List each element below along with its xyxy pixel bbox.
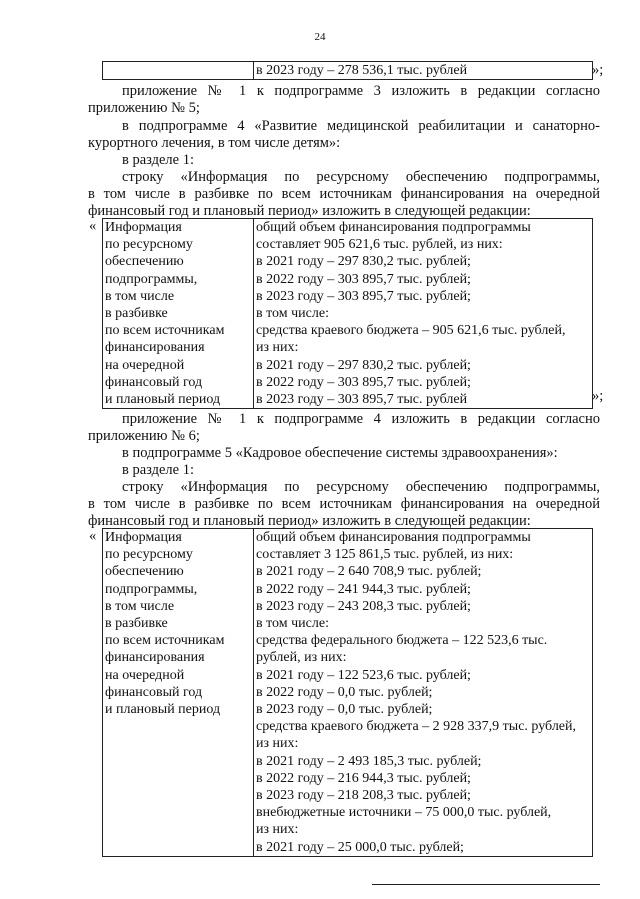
top-close-quote: »;	[592, 62, 604, 78]
table1-right-line: из них:	[256, 340, 299, 356]
table1-left-line: по ресурсному	[105, 237, 193, 253]
table2-right-line: в 2021 году – 25 000,0 тыс. рублей;	[256, 839, 464, 855]
para2-line2: курортного лечения, в том числе детям»:	[88, 135, 341, 151]
table1-right-line: в 2022 году – 303 895,7 тыс. рублей;	[256, 374, 471, 390]
table1-left-cell	[103, 219, 254, 409]
table1-right-line: в 2022 году – 303 895,7 тыс. рублей;	[256, 271, 471, 287]
table1-right-line: средства краевого бюджета – 905 621,6 тыс. рублей,	[256, 323, 566, 339]
table2-right-line: в 2022 году – 241 944,3 тыс. рублей;	[256, 581, 471, 597]
table1-right-line: в 2023 году – 303 895,7 тыс. рублей;	[256, 288, 471, 304]
table2-right-line: из них:	[256, 822, 299, 838]
table2-left-line: подпрограммы,	[105, 581, 198, 597]
para2-line1: в подпрограмме 4 «Развитие медицинской реабилитации и санаторно-	[122, 118, 600, 134]
table1-right-cell	[254, 219, 593, 409]
table1-right-line: в 2023 году – 303 895,7 тыс. рублей	[256, 392, 468, 408]
table2-right-line: в 2023 году – 0,0 тыс. рублей;	[256, 702, 433, 718]
table2	[102, 528, 593, 857]
table2-right-cell	[254, 529, 593, 857]
para6: в подпрограмме 5 «Кадровое обеспечение системы здравоохранения»:	[122, 445, 558, 461]
table1-right-line: в 2021 году – 297 830,2 тыс. рублей;	[256, 357, 471, 373]
table2-right-line: в том числе:	[256, 616, 329, 632]
top-row-text: в 2023 году – 278 536,1 тыс. рублей	[256, 63, 468, 78]
table1-left-line: финансирования	[105, 340, 205, 356]
table2-left-line: в разбивке	[105, 616, 168, 632]
table2-right-line: общий объем финансирования подпрограммы	[256, 530, 531, 545]
table2-right-line: в 2023 году – 243 208,3 тыс. рублей;	[256, 598, 471, 614]
para4-line3: финансовый год и плановый период» изложить в следующей редакции:	[88, 203, 531, 219]
para5-line2: приложению № 6;	[88, 428, 200, 444]
para4-line2: в том числе в разбивке по всем источникам финансирования на очередной	[88, 186, 600, 202]
table1-close-quote: »;	[592, 388, 604, 404]
table1	[102, 218, 593, 409]
para8-line1: строку «Информация по ресурсному обеспечению подпрограммы,	[122, 479, 600, 495]
table1-left-line: обеспечению	[105, 254, 184, 270]
table2-left-line: по ресурсному	[105, 547, 193, 563]
table2-right-line: средства краевого бюджета – 2 928 337,9 тыс. рублей,	[256, 719, 577, 735]
table2-right-line: средства федерального бюджета – 122 523,6 тыс.	[256, 633, 548, 649]
table2-right-line: в 2021 году – 2 493 185,3 тыс. рублей;	[256, 753, 482, 769]
para8-line2: в том числе в разбивке по всем источникам финансирования на очередной	[88, 496, 600, 512]
table1-left-line: на очередной	[105, 357, 185, 373]
table2-open-quote: «	[89, 528, 97, 544]
table1-left-line: по всем источникам	[105, 323, 225, 339]
para3: в разделе 1:	[122, 152, 195, 168]
table2-right-line: в 2023 году – 218 208,3 тыс. рублей;	[256, 788, 471, 804]
para4-line1: строку «Информация по ресурсному обеспечению подпрограммы,	[122, 169, 600, 185]
table2-right-line: в 2021 году – 122 523,6 тыс. рублей;	[256, 667, 471, 683]
table2-left-line: и плановый период	[105, 702, 221, 718]
table1-open-quote: «	[89, 218, 97, 234]
table1-right-line: общий объем финансирования подпрограммы	[256, 220, 531, 235]
para1-line1: приложение № 1 к подпрограмме 3 изложить в редакции согласно	[122, 83, 600, 99]
para5-line1: приложение № 1 к подпрограмме 4 изложить в редакции согласно	[122, 411, 600, 427]
table1-left-line: в том числе	[105, 288, 175, 304]
table2-left-line: Информация	[105, 530, 182, 545]
table1-left-line: и плановый период	[105, 392, 221, 408]
table1-left-line: в разбивке	[105, 306, 168, 322]
table1-left-line: подпрограммы,	[105, 271, 198, 287]
para7: в разделе 1:	[122, 462, 195, 478]
table2-left-line: финансовый год	[105, 684, 203, 700]
top-left-cell	[103, 62, 254, 80]
table1-right-line: в том числе:	[256, 306, 329, 322]
table1-right-line: в 2021 году – 297 830,2 тыс. рублей;	[256, 254, 471, 270]
table2-right-line: в 2021 году – 2 640 708,9 тыс. рублей;	[256, 564, 482, 580]
table2-left-line: на очередной	[105, 667, 185, 683]
para1-line2: приложению № 5;	[88, 100, 200, 116]
table2-left-line: финансирования	[105, 650, 205, 666]
table2-left-cell	[103, 529, 254, 857]
table2-left-line: обеспечению	[105, 564, 184, 580]
page-number: 24	[314, 31, 326, 43]
para8-line3: финансовый год и плановый период» изложить в следующей редакции:	[88, 513, 531, 529]
table2-left-line: по всем источникам	[105, 633, 225, 649]
table2-right-line: из них:	[256, 736, 299, 752]
table2-right-line: рублей, из них:	[256, 650, 347, 666]
top-table-row	[102, 61, 593, 80]
table1-right-line: составляет 905 621,6 тыс. рублей, из них:	[256, 237, 503, 253]
table2-right-line: составляет 3 125 861,5 тыс. рублей, из них:	[256, 547, 514, 563]
table2-right-line: в 2022 году – 0,0 тыс. рублей;	[256, 684, 433, 700]
footer-rule	[372, 884, 600, 885]
table1-left-line: Информация	[105, 220, 182, 235]
table2-right-line: в 2022 году – 216 944,3 тыс. рублей;	[256, 770, 471, 786]
table2-right-line: внебюджетные источники – 75 000,0 тыс. рублей,	[256, 805, 552, 821]
top-right-cell	[254, 62, 593, 80]
table1-left-line: финансовый год	[105, 374, 203, 390]
table2-left-line: в том числе	[105, 598, 175, 614]
